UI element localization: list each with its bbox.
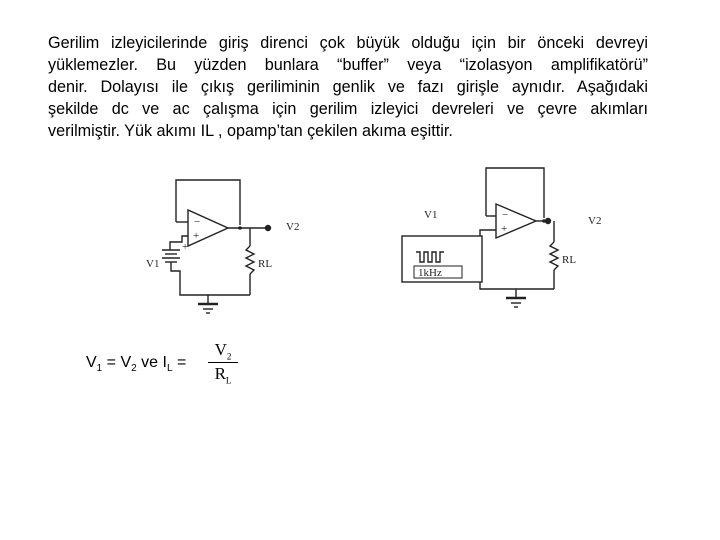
opamp-minus-label: −: [502, 209, 509, 221]
v1-label: V1: [424, 209, 438, 221]
v2-label: V2: [588, 215, 602, 227]
v1-label: V1: [146, 258, 160, 270]
paragraph-line-5: verilmiştir. Yük akımı IL , opamp’tan çekilen akıma eşittir.: [48, 122, 453, 140]
resistor-rl: [246, 246, 254, 274]
fraction-numerator: $V_2$: [208, 340, 238, 363]
opamp-minus-label: −: [194, 216, 201, 228]
frequency-label: 1kHz: [418, 267, 442, 279]
paragraph-line-3: denir. Dolayısı ile çıkış geriliminin genlik ve fazı girişle aynıdır. Aşağıdaki: [48, 78, 648, 96]
output-terminal: [265, 225, 271, 231]
fraction-denominator: $R_L$: [214, 364, 232, 386]
paragraph-line-2: yüklemezler. Bu yüzden bunlara “buffer” veya “izolasyon amplifikatörü”: [48, 56, 648, 74]
ac-voltage-follower-circuit: [396, 166, 616, 326]
intro-paragraph: [48, 32, 648, 142]
formula-lhs: $V_1 = V_2$ ve $I_L$ =: [86, 354, 187, 375]
paragraph-line-4: şekilde dc ve ac çalışma için gerilim izleyici devreleri ve çevre akımları: [48, 100, 648, 118]
opamp-plus-label: +: [193, 230, 200, 242]
v2-label: V2: [286, 221, 300, 233]
rl-label: RL: [562, 254, 577, 266]
source-plus-label: +: [182, 241, 189, 253]
resistor-rl: [550, 242, 558, 270]
rl-label: RL: [258, 258, 273, 270]
dc-voltage-follower-circuit: [140, 170, 320, 330]
opamp-plus-label: +: [501, 223, 508, 235]
paragraph-line-1: Gerilim izleyicilerinde giriş direnci çok büyük olduğu için bir önceki devreyi: [48, 34, 648, 52]
formula-fraction: [208, 340, 238, 386]
